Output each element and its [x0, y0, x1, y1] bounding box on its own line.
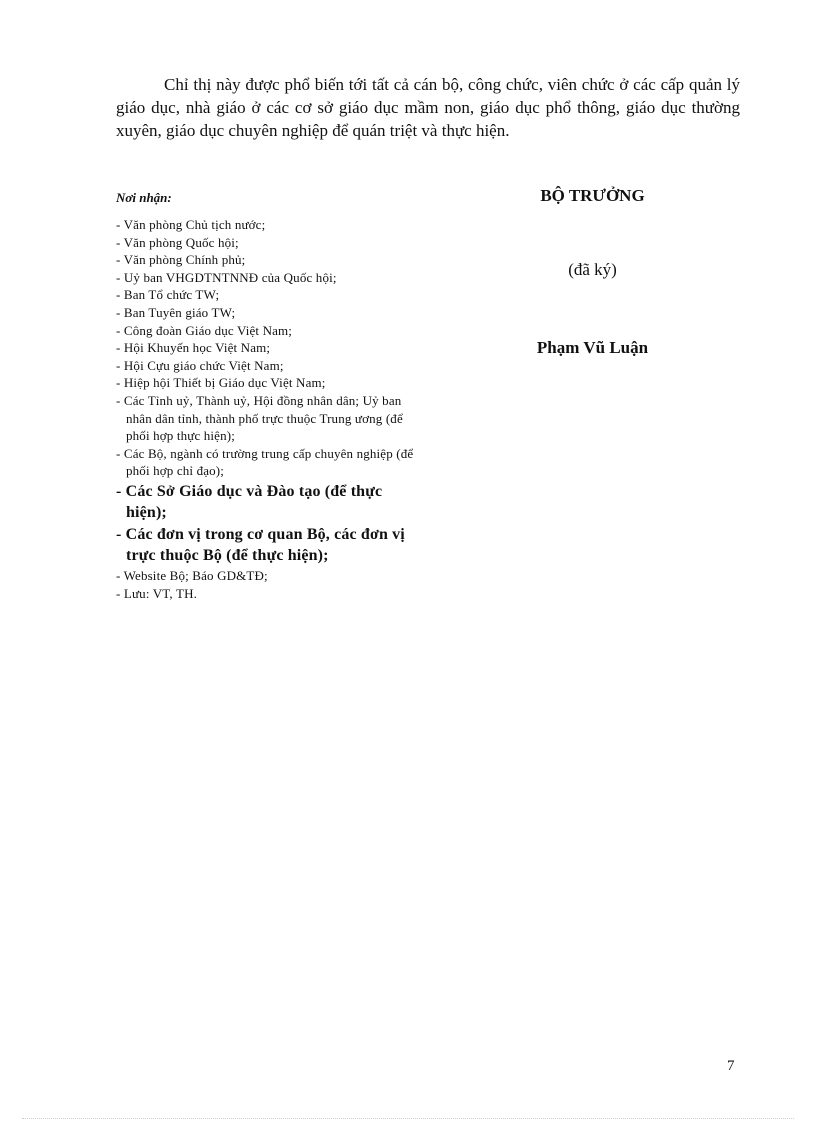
- recipient-item: - Các Sở Giáo dục và Đào tạo (để thực hiện);: [116, 482, 383, 521]
- recipient-list: [116, 216, 416, 602]
- closing-paragraph: Chỉ thị này được phổ biến tới tất cả cán bộ, công chức, viên chức ở các cấp quản lý giáo dục, nhà giáo ở các cơ sở giáo dục mầm non, giáo dục phổ thông, giáo dục thường xuyên, giáo dục chuyên nghiệp để quán triệt và thực hiện.: [116, 75, 740, 140]
- recipient-item: - Ban Tuyên giáo TW;: [116, 304, 236, 320]
- recipient-item: - Hội Cựu giáo chức Việt Nam;: [116, 357, 284, 373]
- recipient-item: - Lưu: VT, TH.: [116, 585, 198, 601]
- recipient-item: - Văn phòng Chính phủ;: [116, 252, 246, 268]
- recipient-item: - Công đoàn Giáo dục Việt Nam;: [116, 322, 293, 338]
- recipient-item: - Các đơn vị trong cơ quan Bộ, các đơn vị trực thuộc Bộ (để thực hiện);: [116, 525, 405, 564]
- recipient-item: - Hiệp hội Thiết bị Giáo dục Việt Nam;: [116, 375, 326, 391]
- page-bottom-divider: [22, 1118, 794, 1119]
- recipient-item: - Ban Tổ chức TW;: [116, 287, 220, 303]
- page-number: 7: [727, 1058, 735, 1074]
- recipients-block: [116, 190, 416, 602]
- recipients-title: Nơi nhận:: [116, 190, 172, 205]
- signature-block: [470, 185, 715, 359]
- signed-note: (đã ký): [568, 260, 617, 279]
- signer-name: Phạm Vũ Luận: [536, 338, 649, 357]
- recipient-item: - Uỷ ban VHGDTNTNNĐ của Quốc hội;: [116, 269, 337, 285]
- recipient-item: - Hội Khuyến học Việt Nam;: [116, 340, 271, 356]
- recipient-item: - Văn phòng Quốc hội;: [116, 234, 239, 250]
- recipient-item: - Các Tỉnh uỷ, Thành uỷ, Hội đồng nhân dân; Uỷ ban nhân dân tỉnh, thành phố trực thuộc Trung ương (để phối hợp thực hiện);: [116, 392, 403, 444]
- recipient-item: - Website Bộ; Báo GD&TĐ;: [116, 567, 268, 583]
- signer-title: BỘ TRƯỞNG: [540, 186, 645, 205]
- recipient-item: - Các Bộ, ngành có trường trung cấp chuyên nghiệp (để phối hợp chỉ đạo);: [116, 445, 414, 479]
- recipient-item: - Văn phòng Chủ tịch nước;: [116, 217, 266, 232]
